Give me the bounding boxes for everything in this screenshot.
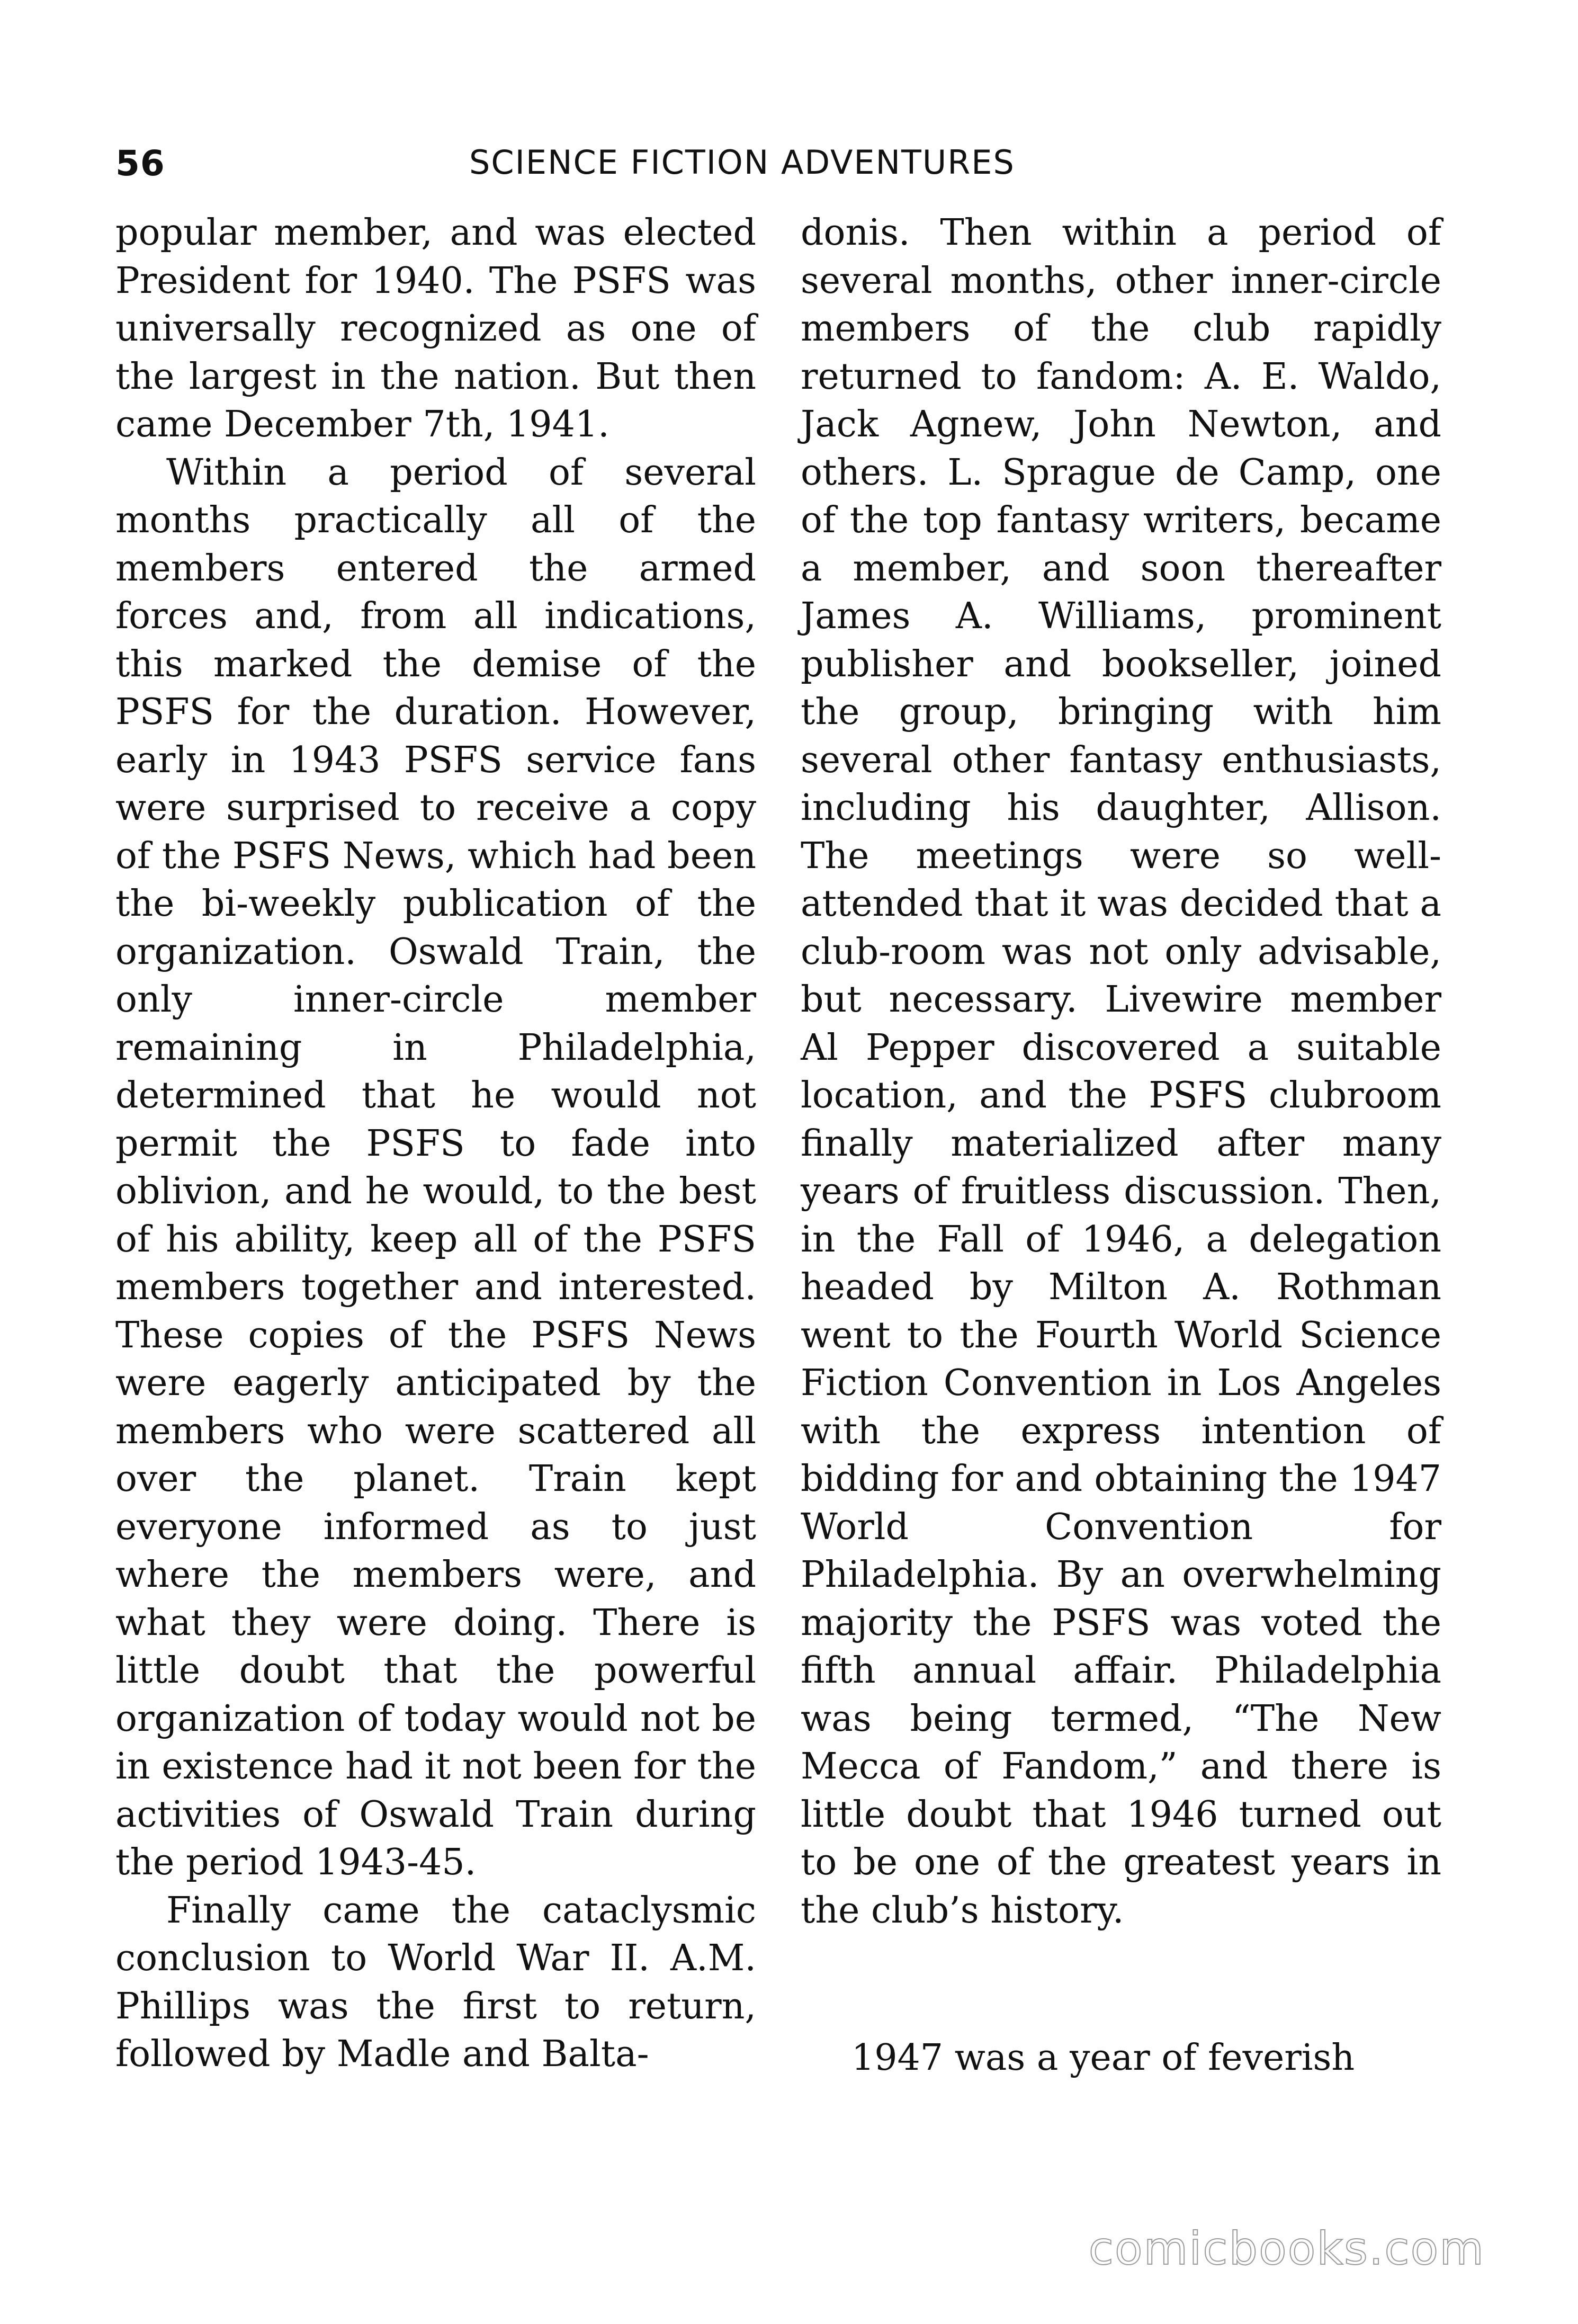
right-column (801, 209, 1441, 2082)
left-column (115, 209, 756, 2079)
paragraph: Finally came the cataclysmic conclusion to World War II. A.M. Phillips was the first to return, followed by Madle and Balta- (115, 1889, 756, 2075)
paragraph: donis. Then within a period of several months, other inner-circle members of the club rapidly returned to fandom: A. E. Waldo, Jack Agnew, John Newton, and others. L. Sprague de Camp, one of the top fantasy writers, became a member, and soon thereafter James A. Williams, prominent publisher and bookseller, joined the group, bringing with him several other fantasy enthusiasts, including his daughter, Allison. The meetings were so well-attended that it was decided that a club-room was not only advisable, but necessary. Livewire member Al Pepper discovered a suitable location, and the PSFS clubroom finally materialized after many years of fruitless discussion. Then, in the Fall of 1946, a delegation headed by Milton A. Rothman went to the Fourth World Science Fiction Convention in Los Angeles with the express intention of bidding for and obtaining the 1947 World Convention for Philadelphia. By an overwhelming majority the PSFS was voted the fifth annual affair. Philadelphia was being termed, “The New Mecca of Fandom,” and there is little doubt that 1946 turned out to be one of the greatest years in the club’s history. (801, 212, 1441, 1932)
watermark: comicbooks.com (1088, 2222, 1485, 2275)
paragraph: 1947 was a year of feverish (851, 2037, 1355, 2079)
paragraph: Within a period of several months practically all of the members entered the armed forces and, from all indications, this marked the demise of the PSFS for the duration. However, early in 1943 PSFS service fans were surprised to receive a copy of the PSFS News, which had been the bi-weekly publication of the organization. Oswald Train, the only inner-circle member remaining in Philadelphia, determined that he would not permit the PSFS to fade into oblivion, and he would, to the best of his ability, keep all of the PSFS members together and interested. These copies of the PSFS News were eagerly anticipated by the members who were scattered all over the planet. Train kept everyone informed as to just where the members were, and what they were doing. There is little doubt that the powerful organization of today would not be in existence had it not been for the activities of Oswald Train during the period 1943-45. (115, 451, 756, 1883)
magazine-title: SCIENCE FICTION ADVENTURES (469, 143, 1015, 182)
running-head (115, 143, 1471, 191)
page-number: 56 (115, 143, 165, 184)
paragraph: popular member, and was elected President for 1940. The PSFS was universally recognized as one of the largest in the nation. But then came December 7th, 1941. (115, 212, 756, 445)
